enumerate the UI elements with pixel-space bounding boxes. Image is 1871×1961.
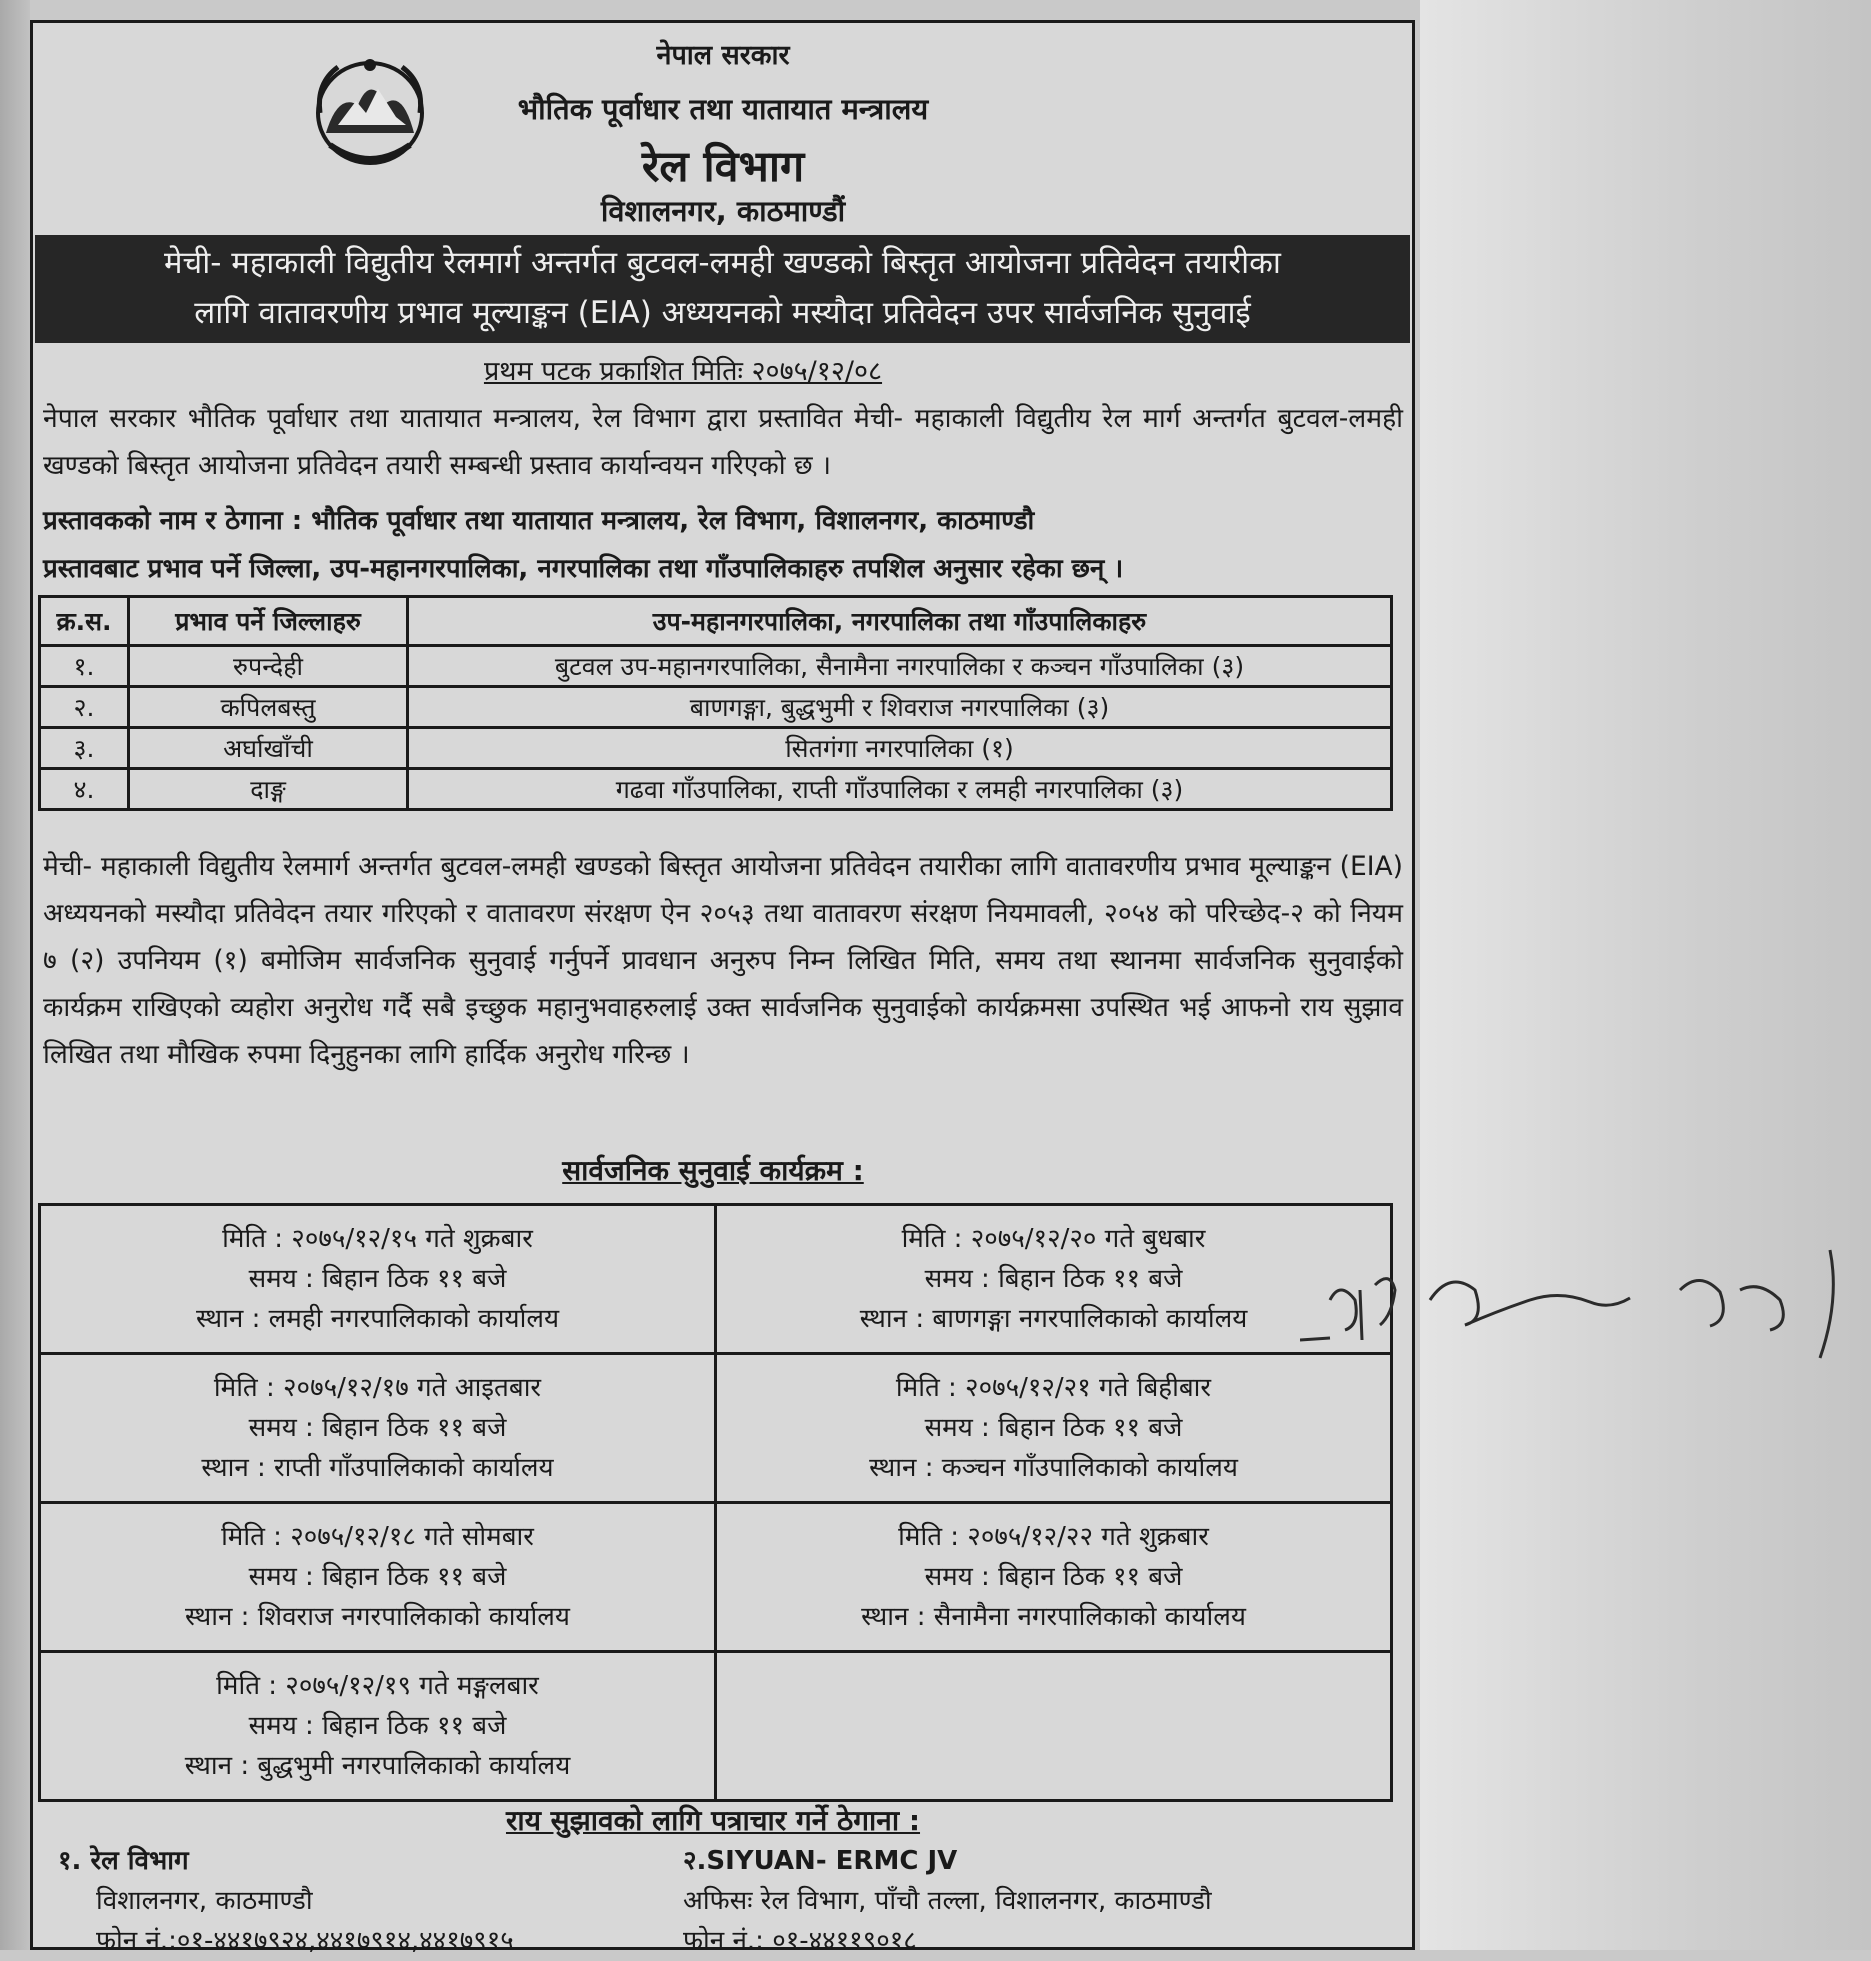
hearing-date: मिति : २०७५/१२/२० गते बुधबार bbox=[901, 1224, 1206, 1254]
proponent-line: प्रस्तावकको नाम र ठेगाना : भौतिक पूर्वाधार तथा यातायात मन्त्रालय, रेल विभाग, विशालनगर, काठमाण्डौ bbox=[43, 506, 1035, 536]
address-block-1 bbox=[58, 1841, 678, 1961]
department-location: विशालनगर, काठमाण्डौं bbox=[600, 194, 846, 228]
schedule-cell-empty bbox=[716, 1652, 1392, 1801]
cell-district: कपिलबस्तु bbox=[129, 687, 408, 728]
hearing-venue: स्थान : राप्ती गाँउपालिकाको कार्यालय bbox=[201, 1453, 554, 1483]
hearing-time: समय : बिहान ठिक ११ बजे bbox=[248, 1711, 507, 1741]
schedule-cell bbox=[40, 1503, 716, 1652]
banner-line-2: लागि वातावरणीय प्रभाव मूल्याङ्कन (EIA) अध्ययनको मस्यौदा प्रतिवेदन उपर सार्वजनिक सुनुवाई bbox=[194, 295, 1251, 331]
district-table bbox=[38, 595, 1393, 811]
address-block-2 bbox=[683, 1841, 1403, 1961]
publish-date: प्रथम पटक प्रकाशित मितिः २०७५/१२/०८ bbox=[483, 356, 883, 387]
table-row bbox=[40, 769, 1392, 810]
cell-municipalities: बुटवल उप-महानगरपालिका, सैनामैना नगरपालिका र कञ्चन गाँउपालिका (३) bbox=[408, 646, 1392, 687]
government-name: नेपाल सरकार bbox=[656, 40, 790, 71]
cell-municipalities: बाणगङ्गा, बुद्धभुमी र शिवराज नगरपालिका (३) bbox=[408, 687, 1392, 728]
schedule-title: सार्वजनिक सुनुवाई कार्यक्रम : bbox=[562, 1154, 864, 1187]
cell-district: रुपन्देही bbox=[129, 646, 408, 687]
hearing-time: समय : बिहान ठिक ११ बजे bbox=[924, 1264, 1183, 1294]
address-title: राय सुझावको लागि पत्राचार गर्ने ठेगाना : bbox=[505, 1804, 921, 1837]
hearing-date: मिति : २०७५/१२/१७ गते आइतबार bbox=[213, 1373, 542, 1403]
hearing-date: मिति : २०७५/१२/१५ गते शुक्रबार bbox=[222, 1224, 533, 1254]
cell-district: दाङ्ग bbox=[129, 769, 408, 810]
hearing-date: मिति : २०७५/१२/२१ गते बिहीबार bbox=[895, 1373, 1212, 1403]
address-phone: फोन नं.:०१-४४१७९२४,४४१७९१४,४४१७९१५ bbox=[96, 1926, 514, 1956]
hearing-venue: स्थान : लमही नगरपालिकाको कार्यालय bbox=[195, 1304, 560, 1334]
hearing-time: समय : बिहान ठिक ११ बजे bbox=[248, 1413, 507, 1443]
cell-district: अर्घाखाँची bbox=[129, 728, 408, 769]
address-name: १. रेल विभाग bbox=[58, 1846, 189, 1876]
cell-municipalities: सितगंगा नगरपालिका (१) bbox=[408, 728, 1392, 769]
main-paragraph: मेची- महाकाली विद्युतीय रेलमार्ग अन्तर्गत बुटवल-लमही खण्डको बिस्तृत आयोजना प्रतिवेदन तयारीका लागि वातावरणीय प्रभाव मूल्याङ्कन (EIA) अध्ययनको मस्यौदा प्रतिवेदन तयार गरिएको र वातावरण संरक्षण ऐन २०५३ तथा वातावरण संरक्षण नियमावली, २०५४ को परिच्छेद-२ को नियम ७ (२) उपनियम (१) बमोजिम सार्वजनिक सुनुवाई गर्नुपर्ने प्रावधान अनुरुप निम्न लिखित मिति, समय तथा स्थानमा सार्वजनिक सुनुवाईको कार्यक्रम राखिएको व्यहोरा अनुरोध गर्दै सबै इच्छुक महानुभवाहरुलाई उक्त सार्वजनिक सुनुवाईको कार्यक्रमसा उपस्थित भई आफनो राय सुझाव लिखित तथा मौखिक रुपमा दिनुहुनका लागि हार्दिक अनुरोध गरिन्छ । bbox=[43, 851, 1403, 1070]
schedule-cell bbox=[40, 1205, 716, 1354]
hearing-date: मिति : २०७५/१२/१८ गते सोमबार bbox=[221, 1522, 534, 1552]
hearing-time: समय : बिहान ठिक ११ बजे bbox=[248, 1264, 507, 1294]
col-header-municipalities: उप-महानगरपालिका, नगरपालिका तथा गाँउपालिकाहरु bbox=[408, 597, 1392, 646]
schedule-row bbox=[40, 1503, 1392, 1652]
hearing-schedule-table bbox=[38, 1203, 1393, 1802]
schedule-cell bbox=[716, 1354, 1392, 1503]
handwritten-signature bbox=[1300, 1230, 1860, 1360]
col-header-district: प्रभाव पर्ने जिल्लाहरु bbox=[129, 597, 408, 646]
table-header-row bbox=[40, 597, 1392, 646]
address-line: अफिसः रेल विभाग, पाँचौ तल्ला, विशालनगर, काठमाण्डौ bbox=[683, 1886, 1212, 1916]
schedule-cell bbox=[40, 1652, 716, 1801]
table-row bbox=[40, 728, 1392, 769]
table-row bbox=[40, 646, 1392, 687]
schedule-row bbox=[40, 1652, 1392, 1801]
scan-background-sheet bbox=[1420, 0, 1871, 1950]
scan-edge bbox=[0, 0, 30, 1950]
affected-areas-line: प्रस्तावबाट प्रभाव पर्ने जिल्ला, उप-महानगरपालिका, नगरपालिका तथा गाँउपालिकाहरु तपशिल अनुसार रहेका छन् । bbox=[43, 554, 1124, 584]
schedule-cell bbox=[40, 1354, 716, 1503]
banner-line-1: मेची- महाकाली विद्युतीय रेलमार्ग अन्तर्गत बुटवल-लमही खण्डको बिस्तृत आयोजना प्रतिवेदन तयारीका bbox=[164, 245, 1281, 281]
hearing-venue: स्थान : बुद्धभुमी नगरपालिकाको कार्यालय bbox=[184, 1751, 571, 1781]
cell-sn: २. bbox=[40, 687, 129, 728]
intro-paragraph: नेपाल सरकार भौतिक पूर्वाधार तथा यातायात मन्त्रालय, रेल विभाग द्वारा प्रस्तावित मेची- महाकाली विद्युतीय रेल मार्ग अन्तर्गत बुटवल-लमही खण्डको बिस्तृत आयोजना प्रतिवेदन तयारी सम्बन्धी प्रस्ताव कार्यान्वयन गरिएको छ । bbox=[43, 403, 1403, 481]
hearing-venue: स्थान : बाणगङ्गा नगरपालिकाको कार्यालय bbox=[859, 1304, 1248, 1334]
ministry-name: भौतिक पूर्वाधार तथा यातायात मन्त्रालय bbox=[517, 92, 929, 126]
hearing-date: मिति : २०७५/१२/१९ गते मङ्गलबार bbox=[216, 1671, 539, 1701]
address-phone: फोन नं.: ०१-४४११९०१८ bbox=[683, 1926, 917, 1956]
notice-title-banner bbox=[35, 235, 1410, 343]
hearing-time: समय : बिहान ठिक ११ बजे bbox=[248, 1562, 507, 1592]
cell-sn: १. bbox=[40, 646, 129, 687]
hearing-venue: स्थान : कञ्चन गाँउपालिकाको कार्यालय bbox=[869, 1453, 1238, 1483]
address-name: २.SIYUAN- ERMC JV bbox=[683, 1846, 958, 1876]
cell-municipalities: गढवा गाँउपालिका, राप्ती गाँउपालिका र लमही नगरपालिका (३) bbox=[408, 769, 1392, 810]
schedule-cell bbox=[716, 1503, 1392, 1652]
hearing-venue: स्थान : सैनामैना नगरपालिकाको कार्यालय bbox=[861, 1602, 1246, 1632]
cell-sn: ४. bbox=[40, 769, 129, 810]
hearing-time: समय : बिहान ठिक ११ बजे bbox=[924, 1562, 1183, 1592]
department-name: रेल विभाग bbox=[641, 142, 805, 192]
hearing-venue: स्थान : शिवराज नगरपालिकाको कार्यालय bbox=[185, 1602, 570, 1632]
hearing-date: मिति : २०७५/१२/२२ गते शुक्रबार bbox=[898, 1522, 1209, 1552]
schedule-row bbox=[40, 1205, 1392, 1354]
public-notice bbox=[30, 20, 1415, 1956]
schedule-cell bbox=[716, 1205, 1392, 1354]
col-header-sn: क्र.स. bbox=[40, 597, 129, 646]
cell-sn: ३. bbox=[40, 728, 129, 769]
table-row bbox=[40, 687, 1392, 728]
hearing-time: समय : बिहान ठिक ११ बजे bbox=[924, 1413, 1183, 1443]
schedule-row bbox=[40, 1354, 1392, 1503]
address-line: विशालनगर, काठमाण्डौ bbox=[96, 1886, 313, 1916]
